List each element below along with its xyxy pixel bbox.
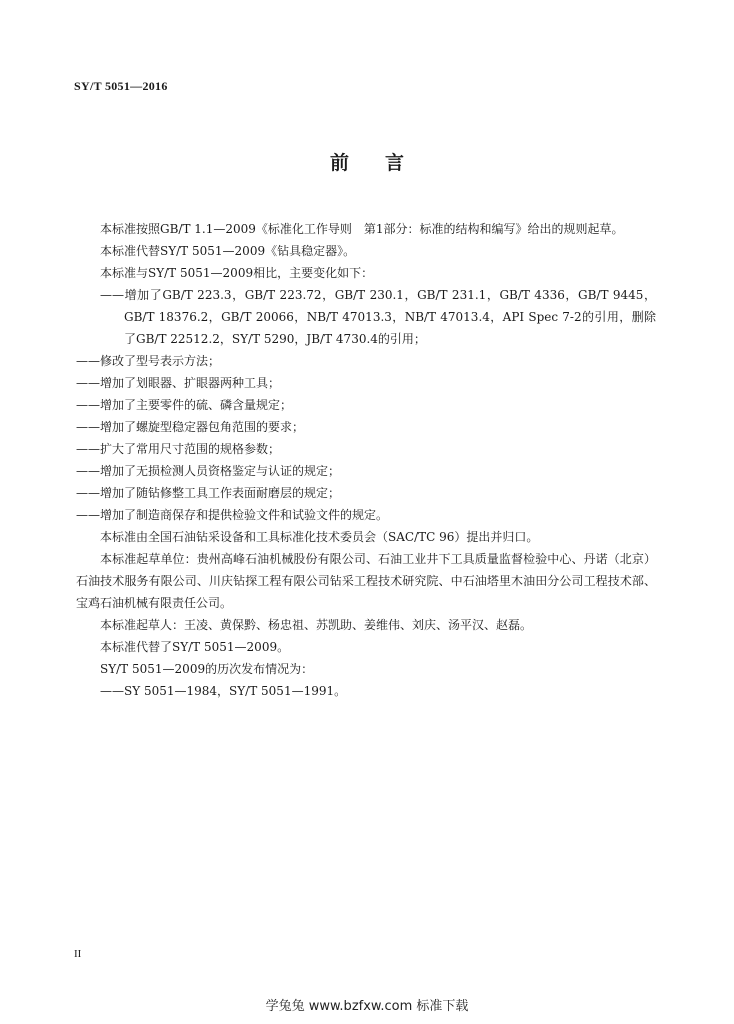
history-item: ——SY 5051—1984，SY/T 5051—1991。: [100, 684, 347, 698]
change-item: ——扩大了常用尺寸范围的规格参数；: [76, 442, 281, 456]
paragraph-drafting-rules: 本标准按照GB/T 1.1—2009《标准化工作导则 第1部分：标准的结构和编写》给出的规则起草。: [100, 222, 624, 236]
change-item: ——修改了型号表示方法；: [76, 354, 221, 368]
change-item: ——增加了螺旋型稳定器包角范围的要求；: [76, 420, 305, 434]
paragraph-replaces: 本标准代替SY/T 5051—2009《钻具稳定器》。: [100, 244, 356, 258]
change-item: ——增加了划眼器、扩眼器两种工具；: [76, 376, 281, 390]
change-item: ——增加了无损检测人员资格鉴定与认证的规定；: [76, 464, 341, 478]
title-char-2: 言: [385, 152, 405, 174]
change-item: ——增加了GB/T 223.3，GB/T 223.72，GB/T 230.1，GB/T 231.1，GB/T 4336，GB/T 9445，GB/T 18376.2，GB/T 20066，NB/T 47013.3，NB/T 47013.4，API Spec 7-2的引用，删除了GB/T 22512.2，SY/T 5290，JB/T 4730.4的引用；: [100, 288, 656, 346]
page-title: [0, 148, 734, 175]
paragraph-drafting-units: 本标准起草单位：贵州高峰石油机械股份有限公司、石油工业井下工具质量监督检验中心、丹诺（北京）石油技术服务有限公司、川庆钻探工程有限公司钻采工程技术研究院、中石油塔里木油田分公司工程技术部、宝鸡石油机械有限责任公司。: [76, 552, 656, 610]
change-item: ——增加了随钻修整工具工作表面耐磨层的规定；: [76, 486, 341, 500]
standard-code: SY/T 5051—2016: [74, 79, 168, 93]
foreword-body: [76, 218, 656, 702]
paragraph-changes-intro: 本标准与SY/T 5051—2009相比，主要变化如下：: [100, 266, 374, 280]
change-item: ——增加了主要零件的硫、磷含量规定；: [76, 398, 293, 412]
paragraph-drafters: 本标准起草人：王凌、黄保黔、杨忠祖、苏凯助、姜维伟、刘庆、汤平汉、赵磊。: [100, 618, 533, 632]
page-number: II: [74, 948, 82, 960]
site-watermark: 学兔兔 www.bzfxw.com 标准下载: [265, 999, 469, 1014]
change-item: ——增加了制造商保存和提供检验文件和试验文件的规定。: [76, 508, 389, 522]
paragraph-history-intro: SY/T 5051—2009的历次发布情况为：: [100, 662, 314, 676]
paragraph-replaced-standard: 本标准代替了SY/T 5051—2009。: [100, 640, 290, 654]
title-char-1: 前: [329, 152, 349, 174]
paragraph-proposer: 本标准由全国石油钻采设备和工具标准化技术委员会（SAC/TC 96）提出并归口。: [100, 530, 539, 544]
